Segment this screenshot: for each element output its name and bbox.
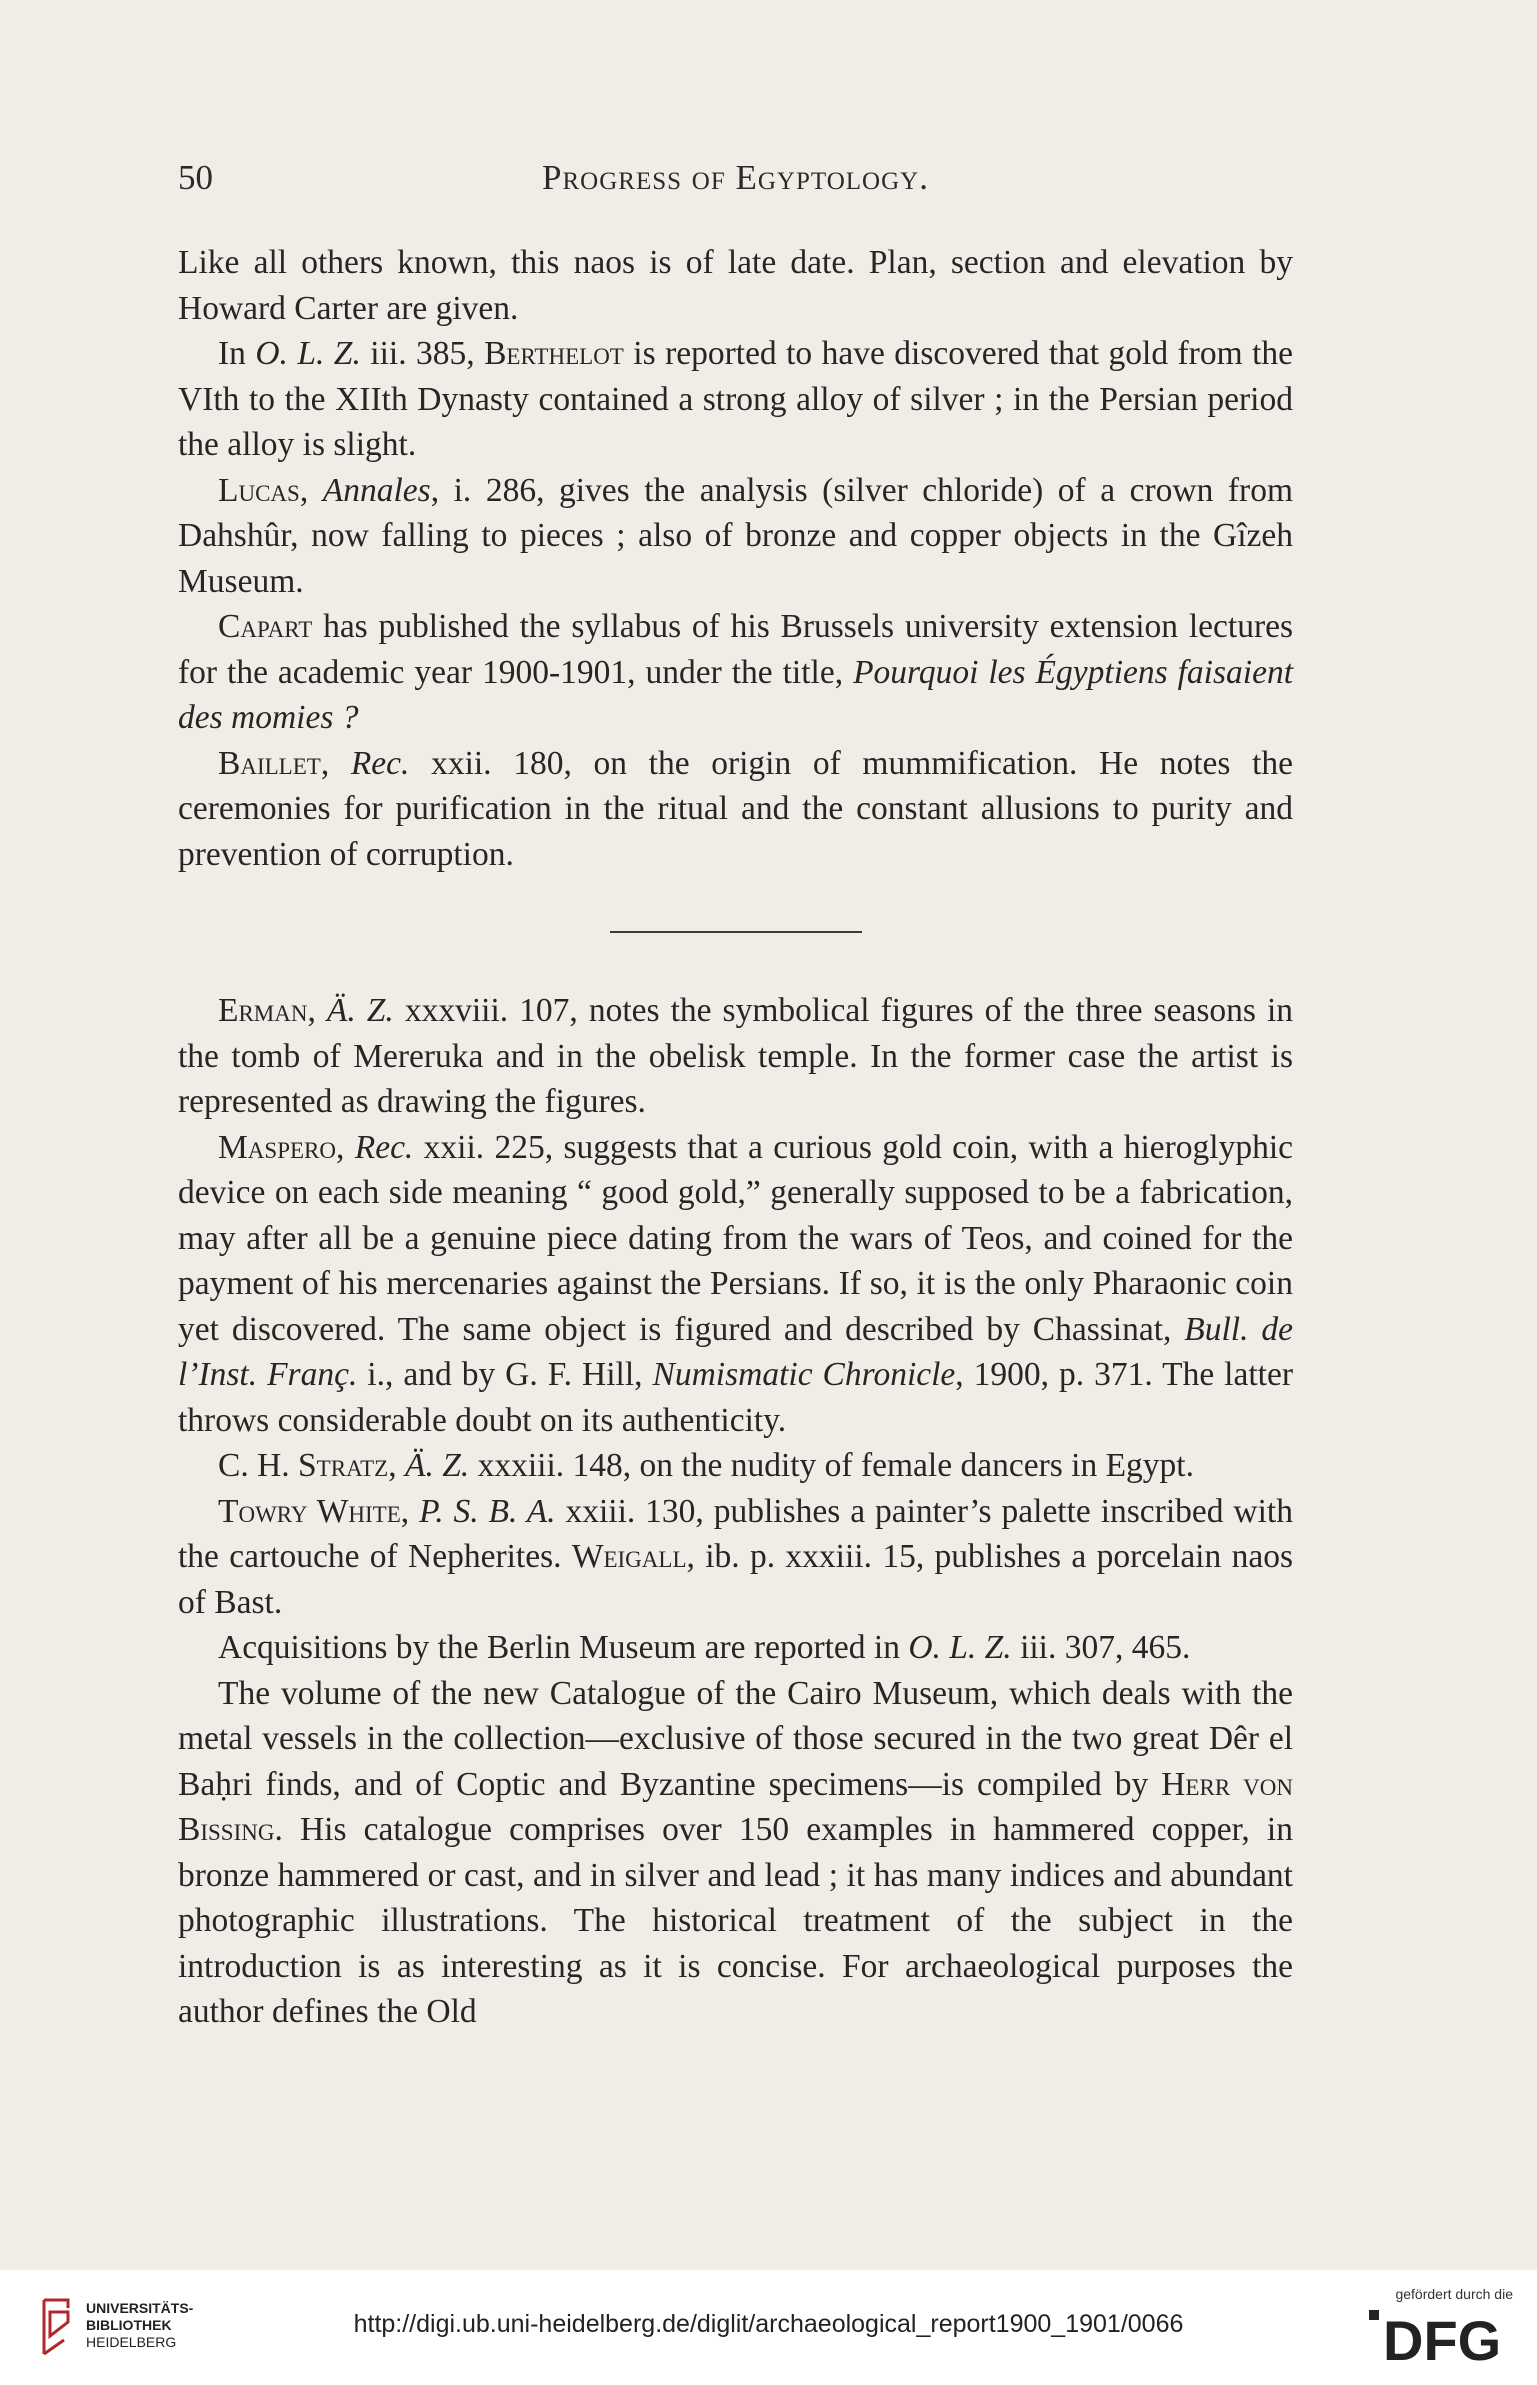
paragraph [178,240,1293,331]
section-divider [610,931,862,933]
text-run: has published the syllabus of his Brussels university extension lectures for the academic year 1900-1901, under the title, [178,608,1293,691]
text-run: xxiii. 130, publishes a painter’s palette inscribed with the cartouche of Nepherites. [178,1492,1293,1575]
paragraph [178,604,1293,741]
text-run: Stratz [298,1447,389,1484]
text-run: xxxiii. 148, on the nudity of female dancers in Egypt. [469,1447,1194,1484]
paragraph [178,741,1293,878]
text-run: , i. 286, gives the analysis (silver chloride) of a crown from Dahshûr, now falling to pieces ; also of bronze and copper objects in the Gîzeh Museum. [178,471,1294,600]
text-run: xxii. 180, on the origin of mummification. He notes the ceremonies for purification in the ritual and the constant allusions to purity and prevention of corruption. [178,744,1294,873]
library-name-line-1: UNIVERSITÄTS- [86,2300,194,2316]
text-run: Weigall [571,1538,687,1575]
text-run: Ä. Z. [326,992,394,1029]
library-name-line-2: BIBLIOTHEK [86,2317,172,2333]
paragraph [178,1671,1293,2035]
text-run: Ä. Z. [404,1447,470,1484]
text-run: , [307,992,327,1029]
text-run: The volume of the new Catalogue of the Cairo Museum, which deals with the metal vessels in the collection—exclusive of those secured in the two great Dêr el Baḥri finds, and of Coptic and Byzantine specimens—is compiled by [178,1674,1293,1803]
dfg-logo-icon [1369,2308,1515,2366]
paragraph [178,1625,1293,1671]
text-run: , [335,1128,355,1166]
text-run: , [400,1492,420,1530]
text-run: P. S. B. A. [419,1492,556,1530]
paragraphs-bottom [178,988,1293,2035]
paragraphs-top [178,240,1293,877]
paragraph [178,468,1293,605]
text-run: O. L. Z. [908,1629,1012,1666]
text-run: O. L. Z. [255,335,361,372]
page-header [178,158,1293,208]
text-run: C. H. [218,1447,299,1484]
text-run: Annales [322,471,431,509]
text-run: Rec. [350,744,410,782]
text-run: Maspero [218,1128,336,1166]
text-run: xxii. 225, suggests that a curious gold coin, with a hieroglyphic device on each side meaning “ good gold,” generally supposed to be a fabrication, may after all be a genuine piece dating from the wars of Teos, and coined for the payment of his mercenaries against the Persians. If so, it is the only Pharaonic coin yet discovered. The same object is figured and described by Chassinat, [178,1128,1294,1348]
text-run: Pourquoi les Égyptiens faisaient des momies ? [178,653,1294,736]
text-run: , [299,471,323,509]
text-run: Rec. [354,1128,414,1166]
text-run: Lucas [218,471,300,509]
funder-note: gefördert durch die [1395,2286,1513,2302]
paragraph [178,988,1293,1125]
text-run: Capart [218,608,313,645]
text-run: Like all others known, this naos is of late date. Plan, section and elevation by Howard Carter are given. [178,244,1293,327]
text-run: In [218,335,256,372]
text-run: Erman [218,992,308,1029]
paragraph [178,331,1293,468]
text-run: , ib. p. xxxiii. 15, publishes a porcelain naos of Bast. [178,1538,1293,1621]
dfg-logo-text: DFG [1383,2309,1502,2366]
text-run: i., and by G. F. Hill, [357,1356,653,1393]
paragraph [178,1443,1293,1489]
text-run: Herr von Bissing [178,1765,1293,1848]
text-run: Acquisitions by the Berlin Museum are reported in [218,1629,909,1666]
text-run: . His catalogue comprises over 150 examples in hammered copper, in bronze hammered or cast, and in silver and lead ; it has many indices and abundant photographic illustrations. The historical treatment of the subject in the introduction is as interesting as it is concise. For archaeological purposes the author defines the Old [178,1811,1293,2030]
text-run: Baillet [218,744,321,782]
text-run: xxxviii. 107, notes the symbolical figures of the three seasons in the tomb of Mereruka and in the obelisk temple. In the former case the artist is represented as drawing the figures. [178,992,1293,1120]
body-text [178,240,1293,2035]
paragraph [178,1125,1293,1444]
page-number: 50 [178,158,213,197]
source-url-link[interactable]: http://digi.ub.uni-heidelberg.de/diglit/archaeological_report1900_1901/0066 [353,2310,1184,2338]
text-run: iii. 385, [360,335,485,372]
text-run: iii. 307, 465. [1011,1629,1191,1666]
paragraph [178,1489,1293,1626]
text-run: Berthelot [484,335,624,372]
text-run: Towry White [218,1492,401,1530]
text-run: is reported to have discovered that gold from the VIth to the XIIth Dynasty contained a strong alloy of silver ; in the Persian period the alloy is slight. [178,335,1293,463]
text-run: , [320,744,351,782]
footer-bar [0,2270,1537,2385]
text-run: , [388,1447,405,1484]
text-run: , 1900, p. 371. The latter throws considerable doubt on its authenticity. [178,1356,1293,1439]
text-run: Bull. de l’Inst. Franç. [178,1310,1293,1393]
text-run: Numismatic Chronicle [652,1356,956,1393]
running-title: Progress of Egyptology. [542,158,929,197]
library-name-line-3: HEIDELBERG [86,2334,177,2350]
